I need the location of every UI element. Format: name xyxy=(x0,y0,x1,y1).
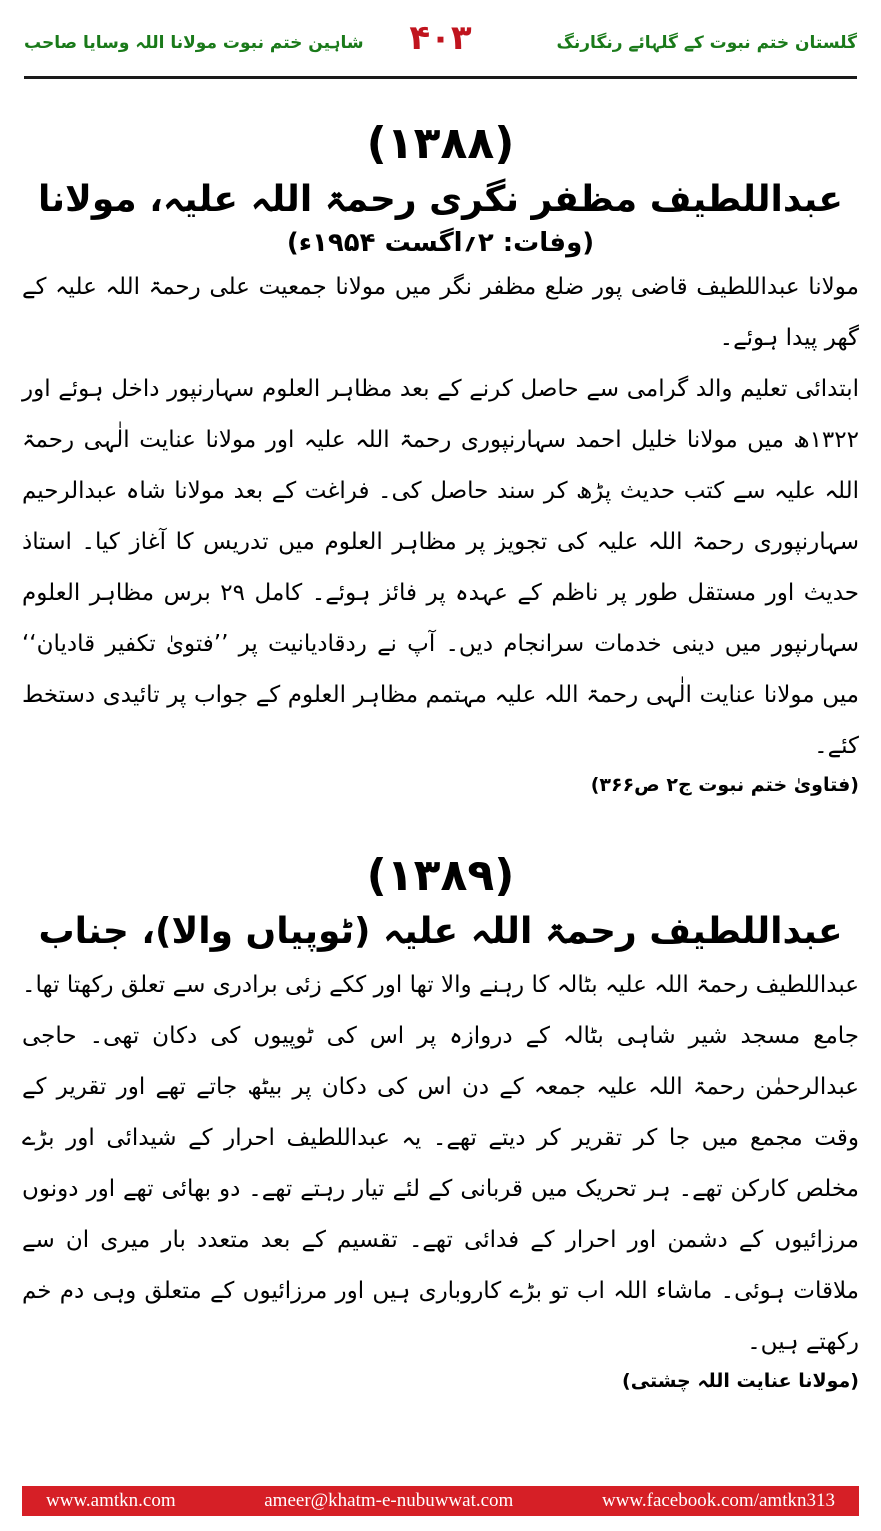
page-header xyxy=(24,18,857,74)
entry-reference: (مولانا عنایت اللہ چشتی) xyxy=(622,1370,859,1392)
entry-heading: عبداللطیف مظفر نگری رحمۃ اللہ علیہ، مولانا xyxy=(38,179,843,220)
website-link[interactable]: www.amtkn.com xyxy=(46,1490,176,1511)
entry-reference: (فتاویٰ ختم نبوت ج۲ ص۳۶۶) xyxy=(590,774,859,796)
entry-dates: (وفات: ۲؍اگست ۱۹۵۴ء) xyxy=(286,228,595,258)
entry-body xyxy=(22,960,859,1368)
facebook-link[interactable]: www.facebook.com/amtkn313 xyxy=(601,1490,835,1511)
page-content xyxy=(22,100,859,1392)
entry-number: (۱۳۸۹) xyxy=(366,850,515,901)
entry-1388 xyxy=(22,118,859,796)
header-rule xyxy=(24,76,857,79)
paragraph: مولانا عبداللطیف قاضی پور ضلع مظفر نگر میں مولانا جمعیت علی رحمۃ اللہ علیہ کے گھر پیدا ہوئے۔ xyxy=(22,274,859,351)
entry-1389 xyxy=(22,850,859,1392)
paragraph: عبداللطیف رحمۃ اللہ علیہ بٹالہ کا رہنے والا تھا اور ککے زئی برادری سے تعلق رکھتا تھا۔ جامع مسجد شیر شاہی بٹالہ کے دروازہ پر اس کی ٹوپیوں کی دکان تھی۔ حاجی عبدالرحمٰن رحمۃ اللہ علیہ جمعہ کے دن اس کی دکان پر بیٹھ جاتے تھے اور تقریر کے وقت مجمع میں جا کر تقریر کر دیتے تھے۔ یہ عبداللطیف احرار کے شیدائی اور بڑے مخلص کارکن تھے۔ ہر تحریک میں قربانی کے لئے تیار رہتے تھے۔ دو بھائی تھے اور دونوں مرزائیوں کے دشمن اور احرار کے فدائی تھے۔ تقسیم کے بعد متعدد بار میری ان سے ملاقات ہوئی۔ ماشاء اللہ اب تو بڑے کاروباری ہیں اور مرزائیوں کے متعلق وہی دم خم رکھتے ہیں۔ xyxy=(22,972,859,1355)
entry-body xyxy=(22,262,859,772)
page-number: ۴۰۳ xyxy=(409,18,472,58)
paragraph: ابتدائی تعلیم والد گرامی سے حاصل کرنے کے بعد مظاہر العلوم سہارنپور داخل ہوئے اور ۱۳۲۲ھ میں مولانا خلیل احمد سہارنپوری رحمۃ اللہ علیہ اور مولانا عنایت الٰہی رحمۃ اللہ علیہ سے کتب حدیث پڑھ کر سند حاصل کی۔ فراغت کے بعد مولانا شاہ عبدالرحیم سہارنپوری رحمۃ اللہ علیہ کی تجویز پر مظاہر العلوم میں تدریس کا آغاز کیا۔ استاذ حدیث اور مستقل طور پر ناظم کے عہدہ پر فائز ہوئے۔ کامل ۲۹ برس مظاہر العلوم سہارنپور میں دینی خدمات سرانجام دیں۔ آپ نے ردقادیانیت پر ’’فتویٰ تکفیر قادیان‘‘ میں مولانا عنایت الٰہی رحمۃ اللہ علیہ مہتمم مظاہر العلوم کے جواب پر تائیدی دستخط کئے۔ xyxy=(22,376,860,759)
entry-heading: عبداللطیف رحمۃ اللہ علیہ (ٹوپیاں والا)، جناب xyxy=(38,911,843,952)
entry-number: (۱۳۸۸) xyxy=(366,118,515,169)
book-title: گلستان ختم نبوت کے گلہائے رنگارنگ xyxy=(556,33,857,53)
author-title: شاہین ختم نبوت مولانا اللہ وسایا صاحب xyxy=(24,33,364,53)
page-footer xyxy=(22,1486,859,1516)
email-link[interactable]: ameer@khatm-e-nubuwwat.com xyxy=(264,1490,514,1511)
